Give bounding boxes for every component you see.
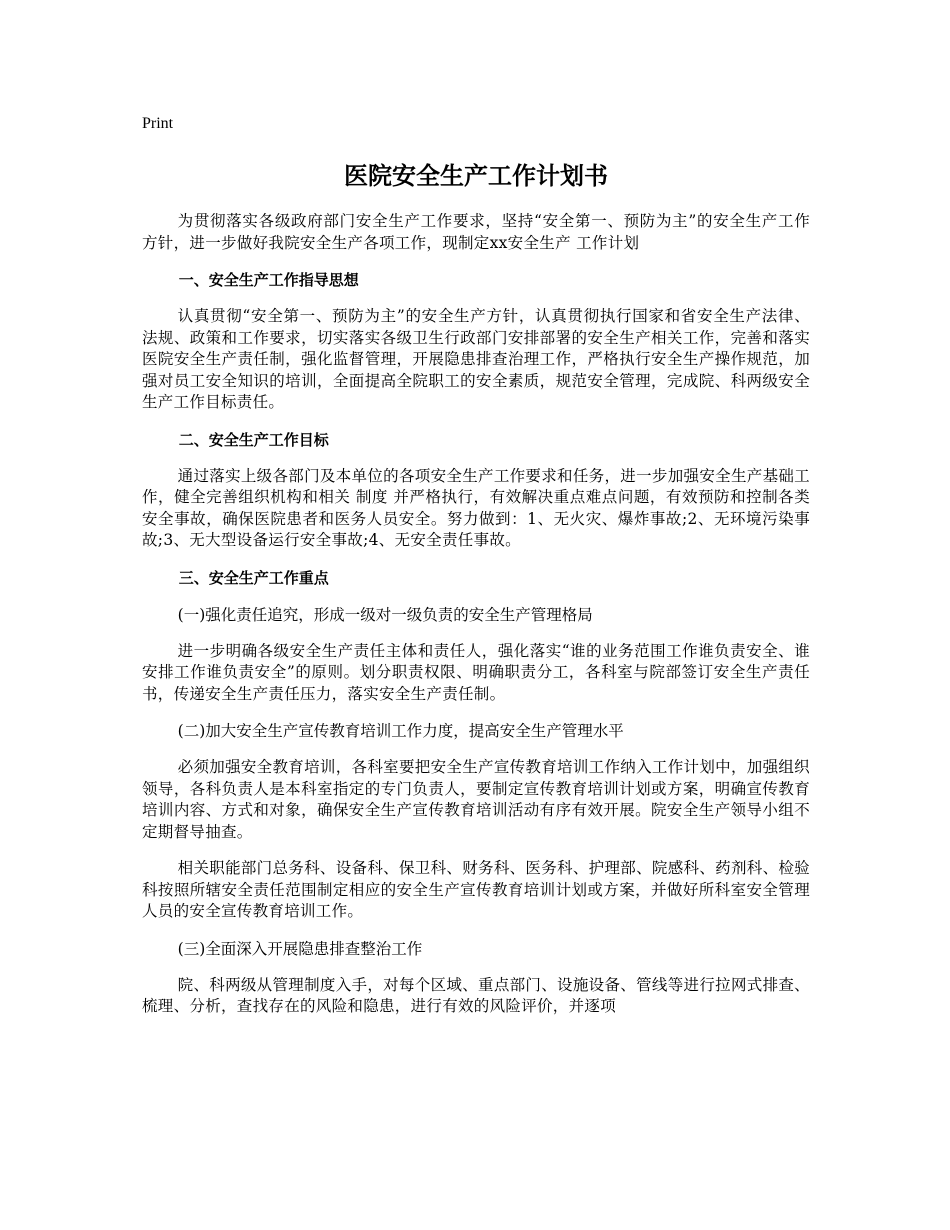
print-label: Print [142,115,174,132]
section-heading-goals: 二、安全生产工作目标 [178,430,329,449]
intro-paragraph: 为贯彻落实各级政府部门安全生产工作要求，坚持“安全第一、预防为主”的安全生产工作方针，进一步做好我院安全生产各项工作，现制定xx安全生产 工作计划 [142,212,810,252]
document-title: 医院安全生产工作计划书 [344,161,608,190]
subheading-responsibility: (一)强化责任追究，形成一级对一级负责的安全生产管理格局 [177,605,593,624]
subheading-hazard-inspection: (三)全面深入开展隐患排查整治工作 [177,939,423,958]
paragraph-departments: 相关职能部门总务科、设备科、保卫科、财务科、医务科、护理部、院感科、药剂科、检验科按照所辖安全责任范围制定相应的安全生产宣传教育培训计划或方案，并做好所科室安全管理人员的安全宣传教育培训工作。 [142,859,810,920]
paragraph-training: 必须加强安全教育培训，各科室要把安全生产宣传教育培训工作纳入工作计划中，加强组织领导，各科负责人是本科室指定的专门负责人，要制定宣传教育培训计划或方案，明确宣传教育培训内容、方式和对象，确保安全生产宣传教育培训活动有序有效开展。院安全生产领导小组不定期督导抽查。 [142,758,810,841]
subheading-training: (二)加大安全生产宣传教育培训工作力度，提高安全生产管理水平 [177,722,624,740]
section-paragraph-guiding-thought: 认真贯彻“安全第一、预防为主”的安全生产方针，认真贯彻执行国家和省安全生产法律、法规、政策和工作要求，切实落实各级卫生行政部门安排部署的安全生产相关工作，完善和落实医院安全生产责任制，强化监督管理，开展隐患排查治理工作，严格执行安全生产操作规范，加强对员工安全知识的培训，全面提高全院职工的安全素质，规范安全管理，完成院、科两级安全生产工作目标责任。 [142,307,810,411]
section-paragraph-goals: 通过落实上级各部门及本单位的各项安全生产工作要求和任务，进一步加强安全生产基础工作，健全完善组织机构和相关 制度 并严格执行，有效解决重点难点问题，有效预防和控制各类安全事故，确保医院患者和医务人员安全。努力做到：1、无火灾、爆炸事故;2、无环境污染事故;3、无大型设备运行安全事故;4、无安全责任事故。 [142,466,810,549]
paragraph-hazard-inspection: 院、科两级从管理制度入手，对每个区域、重点部门、设施设备、管线等进行拉网式排查、梳理、分析，查找存在的风险和隐患，进行有效的风险评价，并逐项 [142,975,810,1015]
paragraph-responsibility: 进一步明确各级安全生产责任主体和责任人，强化落实“谁的业务范围工作谁负责安全、谁安排工作谁负责安全”的原则。划分职责权限、明确职责分工，各科室与院部签订安全生产责任书，传递安全生产责任压力，落实安全生产责任制。 [142,641,810,703]
document-body [142,211,810,1033]
section-heading-guiding-thought: 一、安全生产工作指导思想 [178,271,359,289]
section-heading-key-points: 三、安全生产工作重点 [178,568,329,587]
